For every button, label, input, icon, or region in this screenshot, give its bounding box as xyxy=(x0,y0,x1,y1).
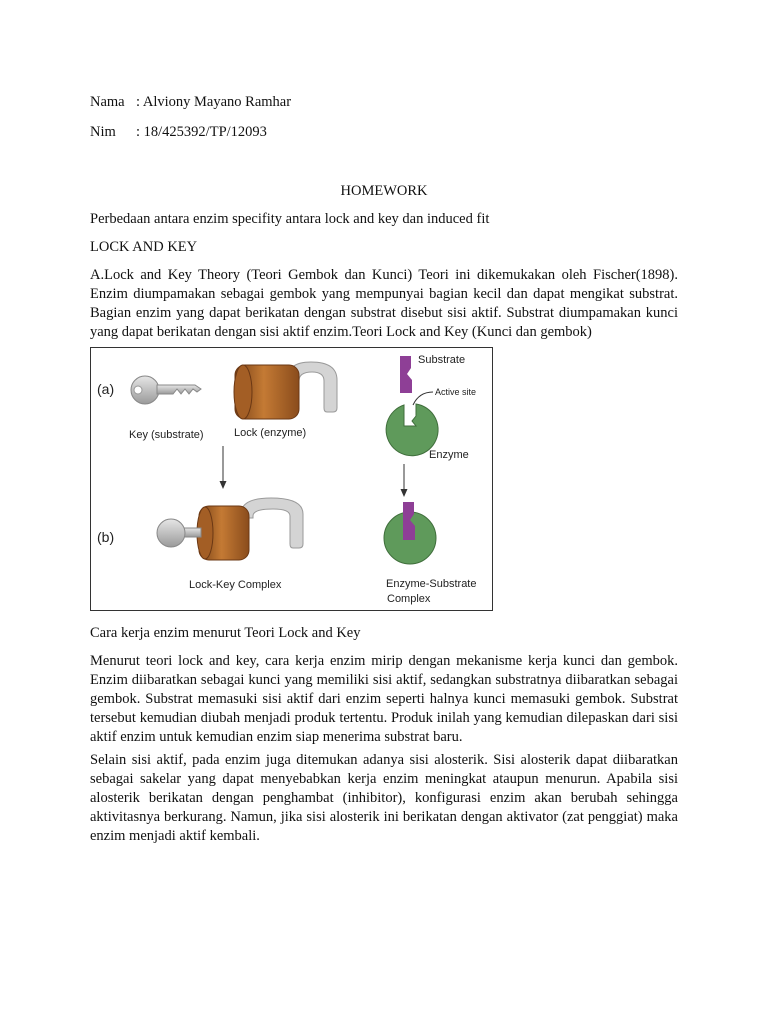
nama-value: : Alviony Mayano Ramhar xyxy=(136,94,292,110)
paragraph-3: Selain sisi aktif, pada enzim juga ditemukan adanya sisi alosterik. Sisi alosterik dapat diibaratkan sebagai sakelar yang dapat menyebabkan kerja enzim meningkat ataupun menurun. Apabila sisi alosterik berikatan dengan penghambat (inhibitor), konfigurasi enzim akan berubah sehingga aktivitasnya berkurang. Namun, jika sisi alosterik ini berikatan dengan aktivator (zat penggiat) maka enzim menjadi aktif kembali. xyxy=(90,752,678,844)
lock-caption: Lock (enzyme) xyxy=(234,427,307,439)
page-title: HOMEWORK xyxy=(340,183,428,199)
label-a: (a) xyxy=(97,381,115,397)
label-b: (b) xyxy=(97,529,115,545)
key-icon xyxy=(131,376,201,404)
active-site-label: Active site xyxy=(435,387,477,397)
nama-line xyxy=(90,93,291,111)
substrate-shape xyxy=(400,356,412,393)
nim-line xyxy=(90,123,267,141)
enzyme-shape xyxy=(386,404,438,456)
lock-key-diagram xyxy=(91,348,492,610)
substrate-label: Substrate xyxy=(418,354,466,366)
paragraph-2: Menurut teori lock and key, cara kerja enzim mirip dengan mekanisme kerja kunci dan gembok. Enzim diibaratkan sebagai kunci yang memiliki sisi aktif, sedangkan substratnya diibaratkan sebagai gembok. Substrat memasuki sisi aktif dari enzim seperti halnya kunci memasuki gembok. Substrat tersebut kemudian diubah menjadi produk tertentu. Produk inilah yang kemudian dilepaskan dari sisi aktif enzim untuk kemudian enzim siap menerima substrat baru. xyxy=(90,653,678,745)
es-complex-caption-line1: Enzyme-Substrate xyxy=(386,578,477,590)
nim-label: Nim xyxy=(90,124,116,140)
figure-caption: Cara kerja enzim menurut Teori Lock and Key xyxy=(90,625,361,641)
section-heading: LOCK AND KEY xyxy=(90,239,198,255)
intro-paragraph: A.Lock and Key Theory (Teori Gembok dan Kunci) Teori ini dikemukakan oleh Fischer(1898). Enzim diumpamakan sebagai gembok yang mempunyai bagian kecil dan dapat mengikat substrat. Bagian enzim yang dapat berikatan dengan substrat disebut sisi aktif. Substrat diumpamakan kunci yang dapat berikatan dengan sisi aktif enzim.Teori Lock and Key (Kunci dan gembok) xyxy=(90,267,678,340)
nama-label: Nama xyxy=(90,94,125,110)
key-caption: Key (substrate) xyxy=(129,429,204,441)
lock-icon xyxy=(234,362,337,419)
nim-value: : 18/425392/TP/12093 xyxy=(136,124,267,140)
active-site-pointer xyxy=(413,392,433,405)
lock-and-key-figure xyxy=(90,347,493,611)
lock-key-complex-icon xyxy=(157,498,303,560)
es-complex-caption-line2: Complex xyxy=(387,593,431,605)
enzyme-substrate-complex-icon xyxy=(384,502,436,564)
subtitle: Perbedaan antara enzim specifity antara lock and key dan induced fit xyxy=(90,211,490,227)
complex-caption: Lock-Key Complex xyxy=(189,579,282,591)
enzyme-label: Enzyme xyxy=(429,449,469,461)
